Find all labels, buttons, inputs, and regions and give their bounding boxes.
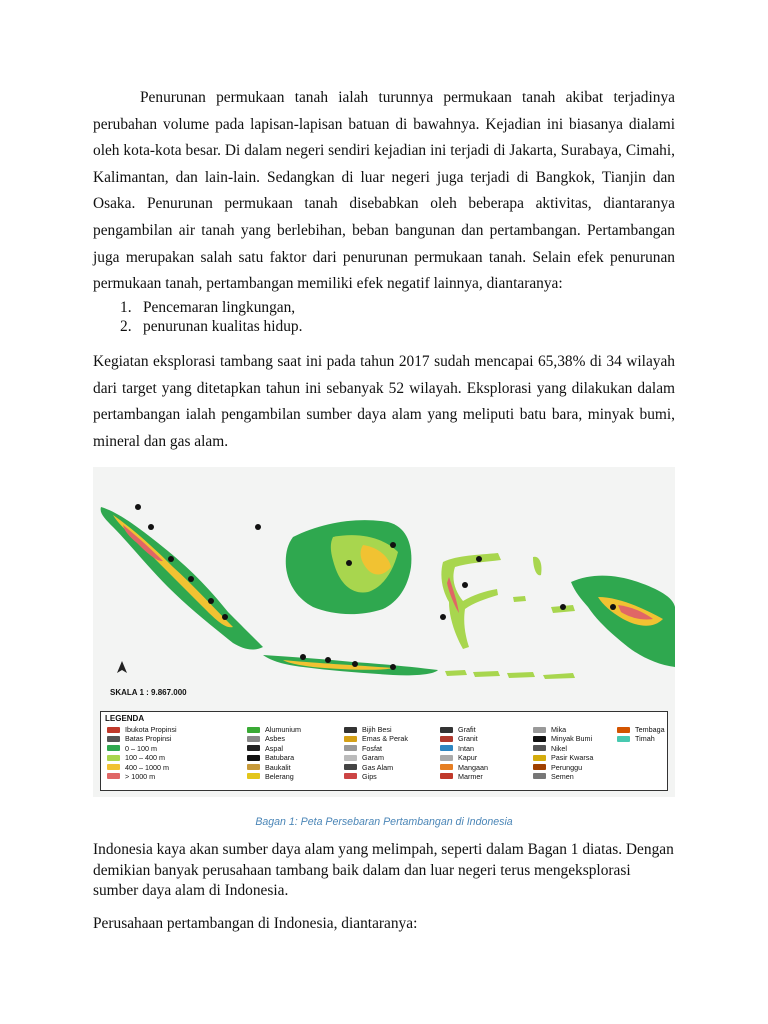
legend-label: Perunggu	[551, 762, 583, 772]
iron-ore-icon	[344, 727, 357, 733]
legend-item	[533, 725, 593, 734]
paragraph-mining-companies: Perusahaan pertambangan di Indonesia, diantaranya:	[93, 915, 418, 932]
sulawesi-island	[441, 553, 501, 649]
map-scale: SKALA 1 : 9.867.000	[110, 688, 187, 697]
mining-distribution-map	[93, 467, 675, 797]
legend-label: 100 – 400 m	[125, 753, 165, 763]
tin-icon	[617, 736, 630, 742]
legend-column	[617, 725, 665, 744]
elevation-swatch	[107, 745, 120, 751]
legend-item	[107, 734, 177, 743]
aluminium-icon	[247, 727, 260, 733]
legend-label: Emas & Perak	[362, 734, 408, 744]
province-border-icon	[107, 736, 120, 742]
legend-label: Ibukota Propinsi	[125, 725, 177, 734]
legend-label: Semen	[551, 771, 574, 781]
legend-label: Pasir Kwarsa	[551, 753, 594, 763]
legend-item	[533, 734, 593, 743]
asbestos-icon	[247, 736, 260, 742]
legend-item	[247, 744, 301, 753]
legend-item	[247, 753, 301, 762]
legend-item	[533, 753, 593, 762]
nusa-tenggara-islands	[445, 670, 575, 679]
quartz-sand-icon	[533, 755, 546, 761]
asphalt-icon	[247, 745, 260, 751]
gypsum-icon	[344, 773, 357, 779]
legend-label: Aspal	[265, 743, 283, 753]
diamond-icon	[440, 745, 453, 751]
legend-column	[107, 725, 177, 781]
manganese-icon	[440, 764, 453, 770]
legend-label: Mika	[551, 725, 567, 734]
legend-label: Fosfat	[362, 743, 382, 753]
limestone-icon	[440, 755, 453, 761]
legend-item	[533, 763, 593, 772]
elevation-swatch	[107, 773, 120, 779]
legend-label: Kapur	[458, 753, 478, 763]
list-item	[93, 298, 653, 317]
legend-item	[344, 725, 408, 734]
salt-icon	[344, 755, 357, 761]
legend-item	[344, 772, 408, 781]
granite-icon	[440, 736, 453, 742]
legend-label: > 1000 m	[125, 771, 156, 781]
legend-column	[440, 725, 488, 781]
figure-caption: Bagan 1: Peta Persebaran Pertambangan di Indonesia	[255, 816, 513, 828]
legend-label: Granit	[458, 734, 478, 744]
legend-item	[533, 744, 593, 753]
legend-column	[533, 725, 593, 781]
legend-item	[344, 734, 408, 743]
mica-icon	[533, 727, 546, 733]
copper-icon	[617, 727, 630, 733]
legend-label: Gips	[362, 771, 377, 781]
legend-item	[107, 744, 177, 753]
legend-item	[533, 772, 593, 781]
legend-label: 400 – 1000 m	[125, 762, 169, 772]
legend-item	[617, 725, 665, 734]
cement-icon	[533, 773, 546, 779]
legend-label: Baukalit	[265, 762, 291, 772]
legend-item	[247, 763, 301, 772]
capital-dot-icon	[107, 727, 120, 733]
paragraph-land-subsidence: Penurunan permukaan tanah ialah turunnya permukaan tanah akibat terjadinya perubahan volume pada lapisan-lapisan batuan di bawahnya. Kejadian ini biasanya dialami oleh kota-kota besar. Di dalam negeri sendiri kejadian ini terjadi di Jakarta, Surabaya, Cimahi, Kalimantan, dan lain-lain. Sedangkan di luar negeri juga terjadi di Bangkok, Tianjin dan Osaka. Penurunan permukaan tanah disebabkan oleh beberapa aktivitas, diantaranya pengambilan air tanah yang berlebihan, beban bangunan dan pertambangan. Pertambangan juga merupakan salah satu faktor dari penurunan permukaan tanah. Selain efek penurunan permukaan tanah, pertambangan memiliki efek negatif lainnya, diantaranya:	[93, 89, 675, 293]
legend-item	[440, 744, 488, 753]
legend-label: Intan	[458, 743, 474, 753]
legend-item	[440, 763, 488, 772]
coal-icon	[247, 755, 260, 761]
nickel-icon	[533, 745, 546, 751]
legend-label: Minyak Bumi	[551, 734, 593, 744]
legend-label: Garam	[362, 753, 384, 763]
elevation-swatch	[107, 755, 120, 761]
legend-item	[107, 772, 177, 781]
oil-icon	[533, 736, 546, 742]
legend-item	[344, 763, 408, 772]
north-arrow-icon	[117, 661, 127, 673]
legend-label: Nikel	[551, 743, 567, 753]
map-legend	[100, 711, 668, 791]
legend-column	[344, 725, 408, 781]
legend-item	[247, 734, 301, 743]
sulfur-icon	[247, 773, 260, 779]
legend-label: Marmer	[458, 771, 483, 781]
legend-item	[344, 744, 408, 753]
legend-label: Tembaga	[635, 725, 665, 734]
legend-label: Grafit	[458, 725, 476, 734]
legend-label: Alumunium	[265, 725, 301, 734]
elevation-swatch	[107, 764, 120, 770]
legend-label: Mangaan	[458, 762, 488, 772]
legend-item	[107, 725, 177, 734]
legend-item	[440, 734, 488, 743]
legend-column	[247, 725, 301, 781]
list-item-number: 1.	[120, 299, 132, 316]
legend-label: Batubara	[265, 753, 295, 763]
legend-label: Bijih Besi	[362, 725, 392, 734]
phosphate-icon	[344, 745, 357, 751]
legend-item	[247, 772, 301, 781]
marble-icon	[440, 773, 453, 779]
maluku-islands	[513, 557, 575, 613]
legend-label: Batas Propinsi	[125, 734, 172, 744]
paragraph-natural-resources: Indonesia kaya akan sumber daya alam yang melimpah, seperti dalam Bagan 1 diatas. Dengan demikian banyak perusahaan tambang baik dalam dan luar negeri terus mengeksplorasi sumber daya alam di Indonesia.	[93, 841, 674, 899]
list-item-text: penurunan kualitas hidup.	[143, 318, 303, 335]
legend-item	[107, 763, 177, 772]
paragraph-exploration: Kegiatan eksplorasi tambang saat ini pada tahun 2017 sudah mencapai 65,38% di 34 wilayah dari target yang ditetapkan tahun ini sebanyak 52 wilayah. Eksplorasi yang dilakukan dalam pertambangan ialah pengambilan sumber daya alam yang meliputi batu bara, minyak bumi, mineral dan gas alam.	[93, 353, 675, 450]
bronze-icon	[533, 764, 546, 770]
legend-label: Timah	[635, 734, 655, 744]
bauxite-icon	[247, 764, 260, 770]
legend-title: LEGENDA	[105, 714, 145, 723]
legend-item	[440, 725, 488, 734]
legend-item	[247, 725, 301, 734]
list-item	[93, 317, 653, 336]
legend-item	[440, 772, 488, 781]
gold-silver-icon	[344, 736, 357, 742]
graphite-icon	[440, 727, 453, 733]
legend-item	[344, 753, 408, 762]
legend-item	[107, 753, 177, 762]
list-item-number: 2.	[120, 318, 132, 335]
legend-label: Belerang	[265, 771, 294, 781]
legend-label: 0 – 100 m	[125, 743, 157, 753]
legend-label: Asbes	[265, 734, 285, 744]
legend-item	[440, 753, 488, 762]
legend-label: Gas Alam	[362, 762, 394, 772]
negative-effects-list	[93, 298, 653, 336]
legend-item	[617, 734, 665, 743]
list-item-text: Pencemaran lingkungan,	[143, 299, 296, 316]
natural-gas-icon	[344, 764, 357, 770]
